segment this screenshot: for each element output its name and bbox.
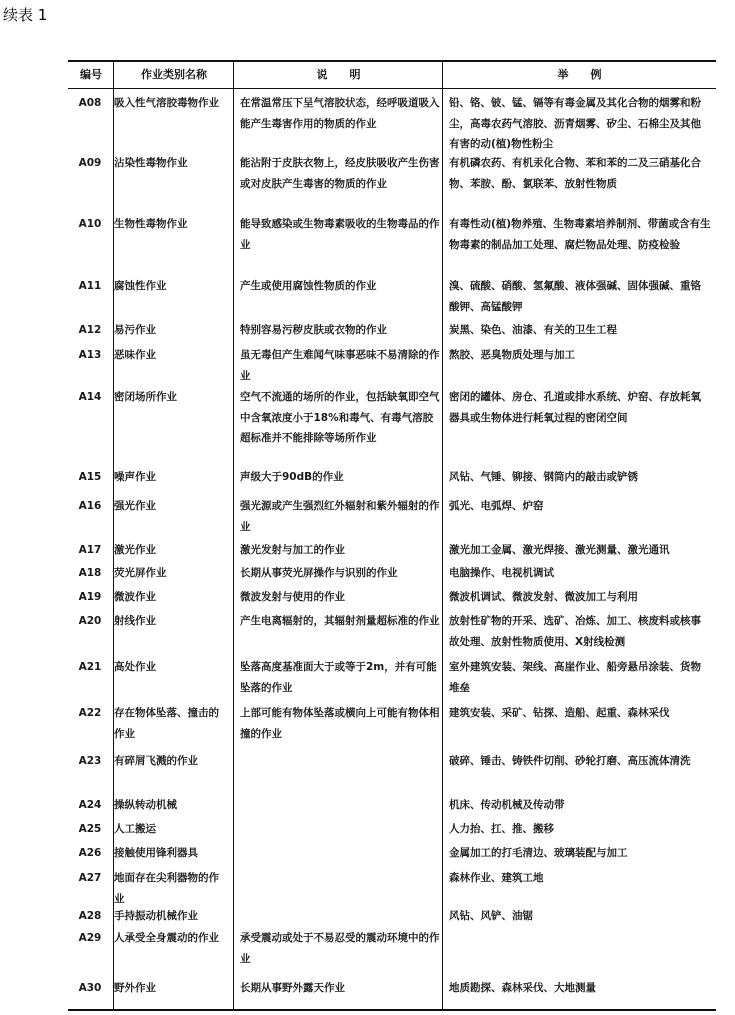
row-example: 森林作业、建筑工地: [449, 872, 544, 884]
column-divider: [113, 62, 114, 1009]
row-example: 弧光、电弧焊、炉窑: [449, 500, 544, 512]
row-example: 室外建筑安装、架线、高崖作业、船旁悬吊涂装、货物堆垒: [449, 661, 701, 694]
row-name: 接触使用锋利器具: [114, 847, 198, 859]
row-code: A09: [78, 157, 102, 169]
row-name: 荧光屏作业: [114, 567, 167, 579]
row-description: 微波发射与使用的作业: [240, 591, 345, 603]
row-name: 恶味作业: [114, 349, 156, 361]
row-description: 长期从事野外露天作业: [240, 982, 345, 994]
header-code: 编号: [80, 68, 102, 81]
row-example: 激光加工金属、激光焊接、激光测量、激光通讯: [449, 544, 670, 556]
row-code: A12: [78, 324, 102, 336]
row-name: 噪声作业: [114, 471, 156, 483]
row-example: 人力抬、扛、推、搬移: [449, 823, 554, 835]
row-code: A24: [78, 799, 102, 811]
row-description: 在常温常压下呈气溶胶状态，经呼吸道吸入能产生毒害作用的物质的作业: [240, 97, 440, 130]
header-name: 作业类别名称: [141, 68, 207, 81]
row-example: 熬胶、恶臭物质处理与加工: [449, 349, 575, 361]
row-name: 人承受全身震动的作业: [114, 932, 219, 944]
row-example: 破碎、锤击、铸铁件切削、砂轮打磨、高压流体清洗: [449, 755, 691, 767]
row-example: 炭黑、染色、油漆、有关的卫生工程: [449, 324, 617, 336]
row-code: A17: [78, 544, 102, 556]
row-name: 吸入性气溶胶毒物作业: [114, 97, 219, 109]
row-name: 激光作业: [114, 544, 156, 556]
row-name: 地面存在尖利器物的作业: [114, 872, 219, 905]
row-name: 生物性毒物作业: [114, 218, 188, 230]
row-description: 强光源或产生强烈红外辐射和紫外辐射的作业: [240, 500, 440, 533]
row-code: A10: [78, 218, 102, 230]
row-code: A28: [78, 910, 102, 922]
row-description: 长期从事荧光屏操作与识别的作业: [240, 567, 398, 579]
column-divider: [442, 62, 443, 1009]
row-description: 承受震动或处于不易忍受的震动环境中的作业: [240, 932, 440, 965]
row-example: 电脑操作、电视机调试: [449, 567, 554, 579]
row-name: 射线作业: [114, 615, 156, 627]
row-code: A22: [78, 707, 102, 719]
row-example: 铅、铬、铍、锰、镉等有毒金属及其化合物的烟雾和粉尘，高毒农药气溶胶、沥青烟雾、矽尘、石棉尘及其他有害的动(植)物性粉尘: [449, 97, 701, 150]
row-code: A15: [78, 471, 102, 483]
row-name: 易污作业: [114, 324, 156, 336]
row-code: A13: [78, 349, 102, 361]
row-name: 操纵转动机械: [114, 799, 177, 811]
table-caption: 续表 1: [3, 6, 48, 24]
row-name: 腐蚀性作业: [114, 280, 167, 292]
column-divider: [233, 62, 234, 1009]
row-description: 激光发射与加工的作业: [240, 544, 345, 556]
row-name: 高处作业: [114, 661, 156, 673]
row-example: 风钻、风铲、油锯: [449, 910, 533, 922]
row-code: A30: [78, 982, 102, 994]
row-example: 微波机调试、微波发射、微波加工与利用: [449, 591, 638, 603]
row-code: A23: [78, 755, 102, 767]
row-example: 有机磷农药、有机汞化合物、苯和苯的二及三硝基化合物、苯胺、酚、氯联苯、放射性物质: [449, 157, 701, 190]
row-name: 密闭场所作业: [114, 391, 177, 403]
row-code: A19: [78, 591, 102, 603]
row-name: 存在物体坠落、撞击的作业: [114, 707, 219, 740]
row-code: A11: [78, 280, 102, 292]
row-description: 空气不流通的场所的作业，包括缺氧即空气中含氧浓度小于18%和毒气、有毒气溶胶超标准并不能排除等场所作业: [240, 391, 440, 444]
row-description: 产生电离辐射的，其辐射剂量超标准的作业: [240, 615, 440, 627]
row-example: 地质勘探、森林采伐、大地测量: [449, 982, 596, 994]
row-description: 特别容易污秽皮肤或衣物的作业: [240, 324, 387, 336]
row-description: 虽无毒但产生难闻气味事恶味不易清除的作业: [240, 349, 440, 382]
row-description: 坠落高度基准面大于或等于2m，并有可能坠落的作业: [240, 661, 437, 694]
row-description: 声级大于90dB的作业: [240, 471, 344, 483]
row-example: 放射性矿物的开采、选矿、冶炼、加工、核废料或核事故处理、放射性物质使用、X射线检测: [449, 615, 701, 648]
row-description: 能导致感染或生物毒素吸收的生物毒品的作业: [240, 218, 440, 251]
row-code: A29: [78, 932, 102, 944]
row-code: A26: [78, 847, 102, 859]
row-code: A14: [78, 391, 102, 403]
work-category-table: [68, 60, 716, 1011]
row-code: A08: [78, 97, 102, 109]
row-description: 产生或使用腐蚀性物质的作业: [240, 280, 377, 292]
row-example: 建筑安装、采矿、钻探、造船、起重、森林采伐: [449, 707, 670, 719]
row-name: 沾染性毒物作业: [114, 157, 188, 169]
row-example: 溴、硫酸、硝酸、氢氟酸、液体强碱、固体强碱、重铬酸钾、高锰酸钾: [449, 280, 701, 313]
row-code: A27: [78, 872, 102, 884]
row-name: 有碎屑飞溅的作业: [114, 755, 198, 767]
row-name: 强光作业: [114, 500, 156, 512]
row-code: A18: [78, 567, 102, 579]
row-example: 机床、传动机械及传动带: [449, 799, 565, 811]
row-code: A25: [78, 823, 102, 835]
row-name: 微波作业: [114, 591, 156, 603]
row-example: 有毒性动(植)物养殖、生物毒素培养制剂、带菌或含有生物毒素的制品加工处理、腐烂物品处理、防疫检验: [449, 218, 711, 251]
row-name: 人工搬运: [114, 823, 156, 835]
row-code: A16: [78, 500, 102, 512]
table-header: [68, 62, 716, 89]
row-example: 风钻、气锤、铆接、钢筒内的敲击或铲锈: [449, 471, 638, 483]
row-name: 野外作业: [114, 982, 156, 994]
row-description: 上部可能有物体坠落或横向上可能有物体相撞的作业: [240, 707, 440, 740]
header-desc: 说 明: [316, 68, 361, 81]
row-description: 能沾附于皮肤衣物上，经皮肤吸收产生伤害或对皮肤产生毒害的物质的作业: [240, 157, 440, 190]
row-code: A20: [78, 615, 102, 627]
row-code: A21: [78, 661, 102, 673]
row-example: 金属加工的打毛清边、玻璃装配与加工: [449, 847, 628, 859]
row-example: 密闭的罐体、房仓、孔道或排水系统、炉窑、存放耗氧器具或生物体进行耗氧过程的密闭空间: [449, 391, 701, 424]
header-example: 举 例: [557, 68, 602, 81]
row-name: 手持振动机械作业: [114, 910, 198, 922]
